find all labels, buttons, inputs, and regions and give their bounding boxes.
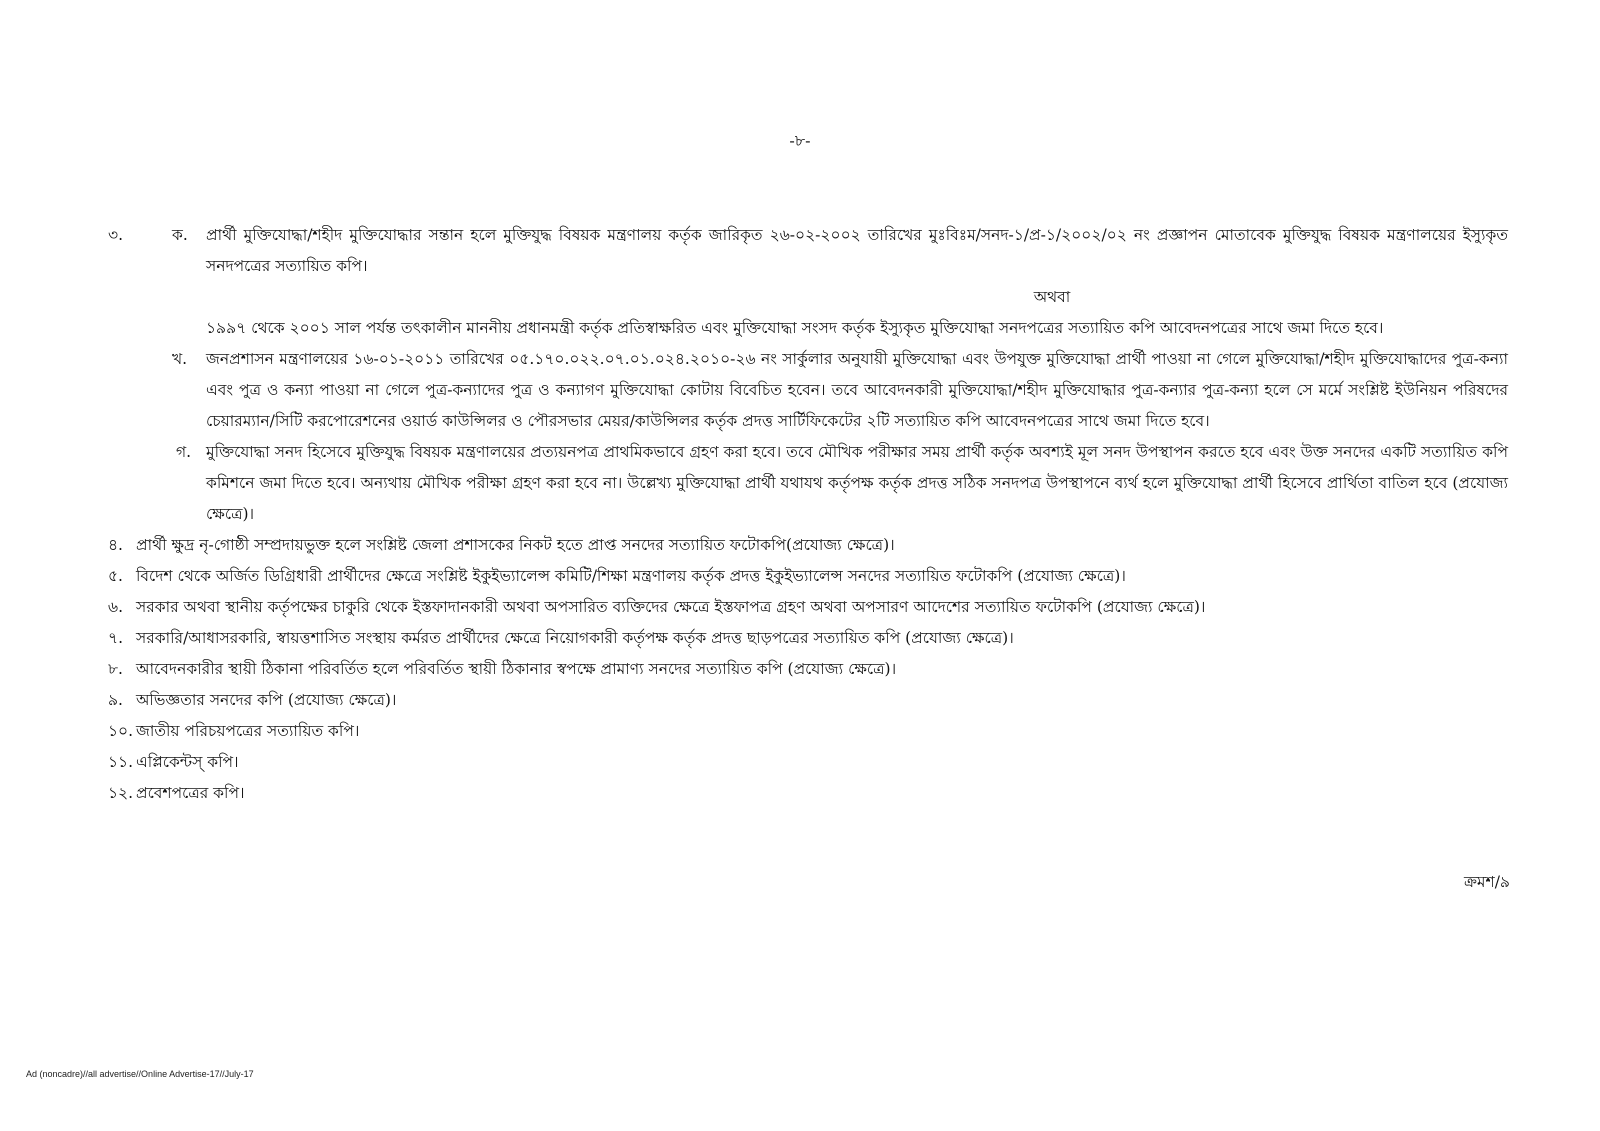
or-label: অথবা: [1033, 288, 1071, 306]
sub-item-ka-marker: ক.: [172, 226, 188, 244]
sub-item-ka-text: প্রার্থী মুক্তিযোদ্ধা/শহীদ মুক্তিযোদ্ধার সন্তান হলে মুক্তিযুদ্ধ বিষয়ক মন্ত্রণালয় কর্তৃক জারিকৃত ২৬-০২-২০০২ তারিখের মুঃবিঃম/সনদ-১/প্র-১/২০০২/০২ নং প্রজ্ঞাপন মোতাবেক মুক্তিযুদ্ধ বিষয়ক মন্ত্রণালয়ের ইস্যুকৃত সনদপত্রের সত্যায়িত কপি।: [206, 226, 1508, 275]
sub-item-kha: [108, 344, 1508, 437]
sub-item-ga-marker: গ.: [176, 443, 192, 461]
list-item-number: ১২.: [108, 784, 134, 802]
list-item-number: ৮.: [108, 660, 123, 678]
sub-item-ga: [108, 437, 1508, 530]
sub-item-ka-alt-text: ১৯৯৭ থেকে ২০০১ সাল পর্যন্ত তৎকালীন মাননীয় প্রধানমন্ত্রী কর্তৃক প্রতিস্বাক্ষরিত এবং মুক্তিযোদ্ধা সংসদ কর্তৃক ইস্যুকৃত মুক্তিযোদ্ধা সনদপত্রের সত্যায়িত কপি আবেদনপত্রের সাথে জমা দিতে হবে।: [206, 319, 1384, 337]
section-3-number: ৩.: [108, 226, 124, 244]
continued-label: ক্রমশ/৯: [1463, 873, 1510, 891]
list-item-text: প্রবেশপত্রের কপি।: [136, 784, 245, 802]
sub-item-ka: [108, 220, 1508, 344]
list-item-number: ১১.: [108, 753, 134, 771]
sub-item-kha-marker: খ.: [172, 350, 188, 368]
list-item: [108, 685, 1508, 716]
list-item: [108, 716, 1508, 747]
list-item: [108, 530, 1508, 561]
section-3: [108, 220, 1508, 530]
list-item-text: বিদেশ থেকে অর্জিত ডিগ্রিধারী প্রার্থীদের ক্ষেত্রে সংশ্লিষ্ট ইকুইভ্যালেন্স কমিটি/শিক্ষা মন্ত্রণালয় কর্তৃক প্রদত্ত ইকুইভ্যালেন্স সনদের সত্যায়িত ফটোকপি (প্রযোজ্য ক্ষেত্রে)।: [136, 567, 1126, 585]
list-item: [108, 654, 1508, 685]
list-item-text: সরকারি/আধাসরকারি, স্বায়ত্তশাসিত সংস্থায় কর্মরত প্রার্থীদের ক্ষেত্রে নিয়োগকারী কর্তৃপক্ষ কর্তৃক প্রদত্ত ছাড়পত্রের সত্যায়িত কপি (প্রযোজ্য ক্ষেত্রে)।: [136, 629, 1014, 647]
list-item: [108, 778, 1508, 809]
sub-item-kha-text: জনপ্রশাসন মন্ত্রণালয়ের ১৬-০১-২০১১ তারিখের ০৫.১৭০.০২২.০৭.০১.০২৪.২০১০-২৬ নং সার্কুলার অনুযায়ী মুক্তিযোদ্ধা এবং উপযুক্ত মুক্তিযোদ্ধা প্রার্থী পাওয়া না গেলে মুক্তিযোদ্ধা/শহীদ মুক্তিযোদ্ধাদের পুত্র-কন্যা এবং পুত্র ও কন্যা পাওয়া না গেলে পুত্র-কন্যাদের পুত্র ও কন্যাগণ মুক্তিযোদ্ধা কোটায় বিবেচিত হবেন। তবে আবেদনকারী মুক্তিযোদ্ধা/শহীদ মুক্তিযোদ্ধার পুত্র-কন্যার পুত্র-কন্যা হলে সে মর্মে সংশ্লিষ্ট ইউনিয়ন পরিষদের চেয়ারম্যান/সিটি করপোরেশনের ওয়ার্ড কাউন্সিলর ও পৌরসভার মেয়র/কাউন্সিলর কর্তৃক প্রদত্ত সার্টিফিকেটের ২টি সত্যায়িত কপি আবেদনপত্রের সাথে জমা দিতে হবে।: [206, 350, 1508, 430]
list-item-text: জাতীয় পরিচয়পত্রের সত্যায়িত কপি।: [136, 722, 360, 740]
list-item-number: ৬.: [108, 598, 124, 616]
list-item: [108, 747, 1508, 778]
footer-path: Ad (noncadre)//all advertise//Online Advertise-17//July-17: [26, 1069, 254, 1079]
list-item: [108, 592, 1508, 623]
requirements-list: [108, 220, 1508, 809]
list-item-number: ৭.: [108, 629, 124, 647]
list-item-number: ৯.: [108, 691, 123, 709]
list-item-text: অভিজ্ঞতার সনদের কপি (প্রযোজ্য ক্ষেত্রে)।: [136, 691, 397, 709]
sub-item-ga-text: মুক্তিযোদ্ধা সনদ হিসেবে মুক্তিযুদ্ধ বিষয়ক মন্ত্রণালয়ের প্রত্যয়নপত্র প্রাথমিকভাবে গ্রহণ করা হবে। তবে মৌখিক পরীক্ষার সময় প্রার্থী কর্তৃক অবশ্যই মূল সনদ উপস্থাপন করতে হবে এবং উক্ত সনদের একটি সত্যায়িত কপি কমিশনে জমা দিতে হবে। অন্যথায় মৌখিক পরীক্ষা গ্রহণ করা হবে না। উল্লেখ্য মুক্তিযোদ্ধা প্রার্থী যথাযথ কর্তৃপক্ষ কর্তৃক প্রদত্ত সঠিক সনদপত্র উপস্থাপনে ব্যর্থ হলে মুক্তিযোদ্ধা প্রার্থী হিসেবে প্রার্থিতা বাতিল হবে (প্রযোজ্য ক্ষেত্রে)।: [206, 443, 1508, 523]
list-item-text: সরকার অথবা স্থানীয় কর্তৃপক্ষের চাকুরি থেকে ইস্তফাদানকারী অথবা অপসারিত ব্যক্তিদের ক্ষেত্রে ইস্তফাপত্র গ্রহণ অথবা অপসারণ আদেশের সত্যায়িত ফটোকপি (প্রযোজ্য ক্ষেত্রে)।: [136, 598, 1206, 616]
list-item-text: এপ্লিকেন্টস্ কপি।: [136, 753, 239, 771]
list-item-number: ৫.: [108, 567, 123, 585]
page-number: -৮-: [789, 131, 811, 150]
list-item: [108, 561, 1508, 592]
list-item-number: ৪.: [108, 536, 123, 554]
list-item-text: প্রার্থী ক্ষুদ্র নৃ-গোষ্ঠী সম্প্রদায়ভুক্ত হলে সংশ্লিষ্ট জেলা প্রশাসকের নিকট হতে প্রাপ্ত সনদের সত্যায়িত ফটোকপি(প্রযোজ্য ক্ষেত্রে)।: [136, 536, 895, 554]
list-item-text: আবেদনকারীর স্থায়ী ঠিকানা পরিবর্তিত হলে পরিবর্তিত স্থায়ী ঠিকানার স্বপক্ষে প্রামাণ্য সনদের সত্যায়িত কপি (প্রযোজ্য ক্ষেত্রে)।: [136, 660, 897, 678]
list-item: [108, 623, 1508, 654]
list-item-number: ১০.: [108, 722, 134, 740]
